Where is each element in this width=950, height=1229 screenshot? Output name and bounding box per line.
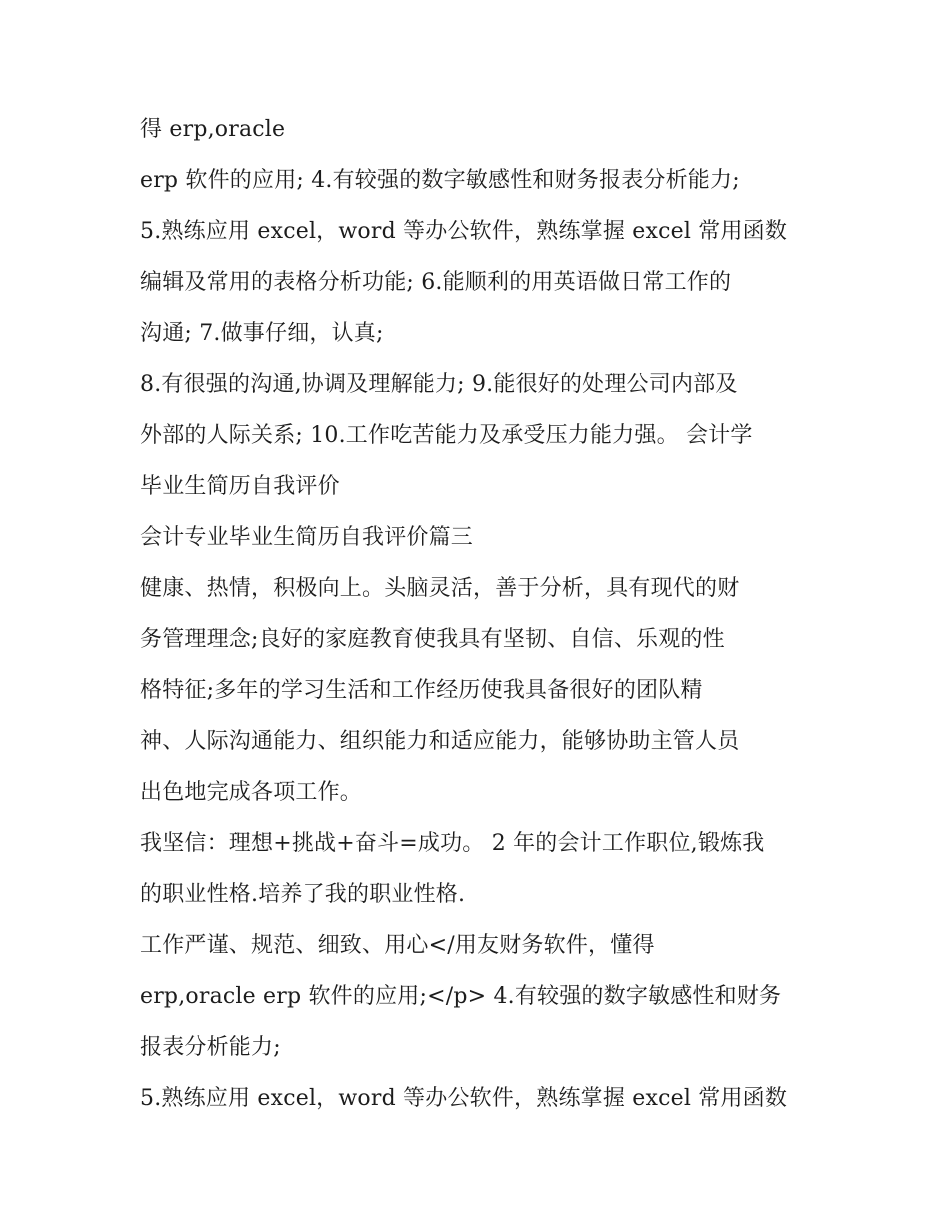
text-line: erp,oracle erp 软件的应用;</p> 4.有较强的数字敏感性和财务 [140, 984, 782, 1009]
body-text [140, 111, 820, 1131]
text-line: 工作严谨、规范、细致、用心</用友财务软件，懂得 [140, 933, 655, 958]
text-line: 毕业生简历自我评价 [140, 474, 340, 499]
text-line: 编辑及常用的表格分析功能; 6.能顺利的用英语做日常工作的 [140, 270, 732, 295]
text-line: 5.熟练应用 excel，word 等办公软件，熟练掌握 excel 常用函数 [140, 1086, 788, 1111]
text-line: 的职业性格.培养了我的职业性格. [140, 882, 466, 907]
text-line: erp 软件的应用; 4.有较强的数字敏感性和财务报表分析能力; [140, 168, 740, 193]
text-line: 务管理理念;良好的家庭教育使我具有坚韧、自信、乐观的性 [140, 627, 725, 652]
text-line: 5.熟练应用 excel，word 等办公软件，熟练掌握 excel 常用函数 [140, 219, 788, 244]
text-line: 神、人际沟通能力、组织能力和适应能力，能够协助主管人员 [140, 729, 740, 754]
text-line: 沟通; 7.做事仔细，认真; [140, 321, 384, 346]
text-line: 外部的人际关系; 10.工作吃苦能力及承受压力能力强。 会计学 [140, 423, 753, 448]
text-line: 格特征;多年的学习生活和工作经历使我具备很好的团队精 [140, 678, 703, 703]
section-heading: 会计专业毕业生简历自我评价篇三 [140, 525, 474, 550]
text-line: 8.有很强的沟通,协调及理解能力; 9.能很好的处理公司内部及 [140, 372, 738, 397]
text-line: 我坚信：理想+挑战+奋斗=成功。 2 年的会计工作职位,锻炼我 [140, 831, 765, 856]
text-line: 得 erp,oracle [140, 117, 286, 142]
text-line: 出色地完成各项工作。 [140, 780, 363, 805]
text-line: 健康、热情，积极向上。头脑灵活，善于分析，具有现代的财 [140, 576, 740, 601]
text-line: 报表分析能力; [140, 1035, 281, 1060]
